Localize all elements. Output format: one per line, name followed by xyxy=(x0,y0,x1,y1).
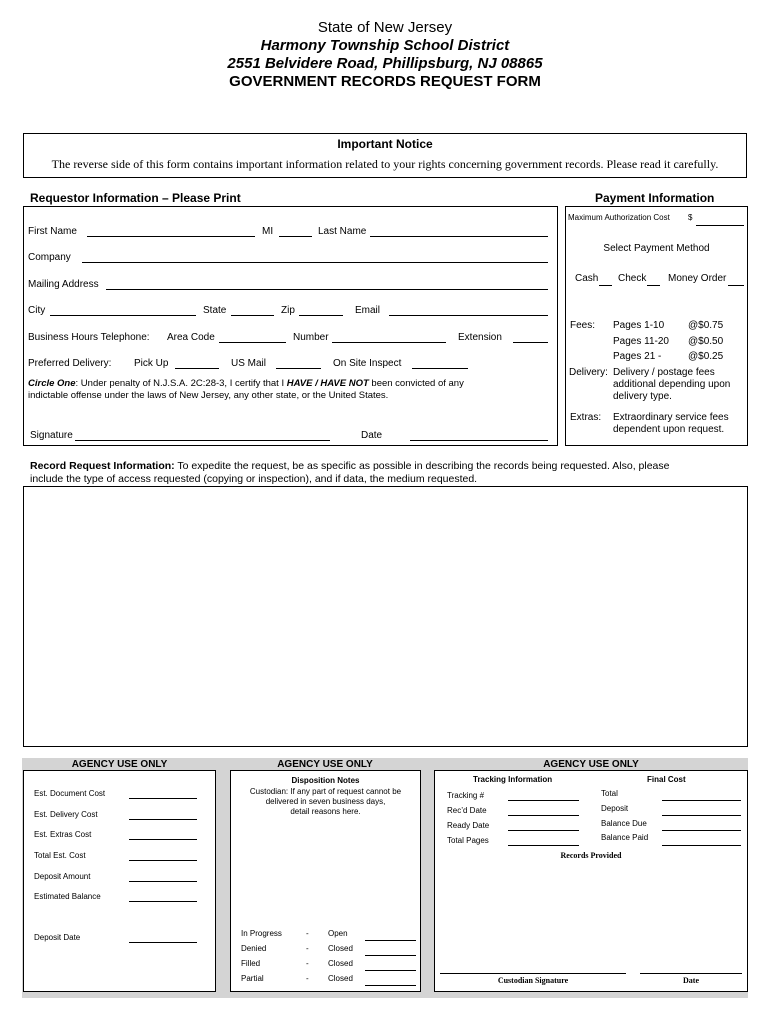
extras-label: Extras: xyxy=(570,412,602,423)
status-field[interactable] xyxy=(365,985,416,986)
form-district-title: Harmony Township School District xyxy=(260,37,510,54)
certification-line-1 xyxy=(28,378,464,389)
certification-text-b: been convicted of any xyxy=(371,378,464,389)
area-code-label: Area Code xyxy=(167,332,215,343)
extras-text-2: dependent upon request. xyxy=(613,424,725,435)
est-delivery-cost-field[interactable] xyxy=(129,819,197,820)
custodian-signature-label: Custodian Signature xyxy=(497,976,569,985)
signature-field[interactable] xyxy=(75,440,330,441)
check-label: Check xyxy=(618,273,647,284)
email-label: Email xyxy=(355,305,381,316)
agency-heading-1: AGENCY USE ONLY xyxy=(71,759,168,770)
tracking-number-field[interactable] xyxy=(508,800,579,801)
agency-tracking-box xyxy=(434,770,748,992)
status-state: Closed xyxy=(328,974,353,983)
status-label: Filled xyxy=(241,959,261,968)
estimated-balance-field[interactable] xyxy=(129,901,197,902)
disposition-text-3: detail reasons here. xyxy=(290,807,361,816)
status-dash: - xyxy=(306,929,309,938)
first-name-field[interactable] xyxy=(87,236,255,237)
balance-due-label: Balance Due xyxy=(601,819,647,828)
mi-field[interactable] xyxy=(279,236,312,237)
est-extras-cost-field[interactable] xyxy=(129,839,197,840)
fee-pages-21: Pages 21 - xyxy=(613,351,662,362)
extras-text-1: Extraordinary service fees xyxy=(613,412,729,423)
ready-date-label: Ready Date xyxy=(447,821,490,830)
option-slash: / xyxy=(315,378,318,389)
on-site-inspect-field[interactable] xyxy=(412,368,468,369)
cash-label: Cash xyxy=(575,273,599,284)
check-field[interactable] xyxy=(647,285,660,286)
est-document-cost-label: Est. Document Cost xyxy=(34,789,106,798)
company-field[interactable] xyxy=(82,262,548,263)
disposition-text-1: Custodian: If any part of request cannot be xyxy=(249,787,402,796)
balance-due-field[interactable] xyxy=(662,830,741,831)
money-order-label: Money Order xyxy=(668,273,727,284)
est-delivery-cost-label: Est. Delivery Cost xyxy=(34,810,98,819)
city-field[interactable] xyxy=(50,315,196,316)
number-label: Number xyxy=(293,332,329,343)
agency-heading-2: AGENCY USE ONLY xyxy=(277,759,373,770)
status-label: Partial xyxy=(241,974,264,983)
requestor-heading: Requestor Information – Please Print xyxy=(30,191,241,205)
balance-paid-label: Balance Paid xyxy=(601,833,649,842)
dollar-sign: $ xyxy=(688,213,693,222)
certification-line-2: indictable offense under the laws of New Jersey, any other state, or the United States. xyxy=(28,390,389,401)
cash-field[interactable] xyxy=(599,285,612,286)
delivery-fee-text-2: additional depending upon xyxy=(613,379,731,390)
zip-label: Zip xyxy=(281,305,295,316)
final-deposit-field[interactable] xyxy=(662,815,741,816)
form-state-title: State of New Jersey xyxy=(317,19,453,36)
requestor-box xyxy=(23,206,558,446)
custodian-signature-field[interactable] xyxy=(440,973,626,974)
email-field[interactable] xyxy=(389,315,548,316)
balance-paid-field[interactable] xyxy=(662,845,741,846)
preferred-delivery-label: Preferred Delivery: xyxy=(28,358,112,369)
deposit-amount-field[interactable] xyxy=(129,881,197,882)
final-cost-title: Final Cost xyxy=(647,775,686,784)
deposit-date-field[interactable] xyxy=(129,942,197,943)
status-field[interactable] xyxy=(365,970,416,971)
fee-rate-3: @$0.25 xyxy=(688,351,724,362)
status-field[interactable] xyxy=(365,955,416,956)
signature-label: Signature xyxy=(30,430,73,441)
tracking-number-label: Tracking # xyxy=(447,791,485,800)
deposit-amount-label: Deposit Amount xyxy=(34,872,91,881)
disposition-title: Disposition Notes xyxy=(291,776,360,785)
final-total-field[interactable] xyxy=(662,800,741,801)
payment-heading: Payment Information xyxy=(595,191,715,205)
business-phone-label: Business Hours Telephone: xyxy=(28,332,150,343)
pick-up-field[interactable] xyxy=(175,368,219,369)
fee-rate-1: @$0.75 xyxy=(688,320,724,331)
last-name-label: Last Name xyxy=(318,226,367,237)
have-option[interactable]: HAVE xyxy=(286,378,313,389)
status-dash: - xyxy=(306,974,309,983)
certification-text-a: : Under penalty of N.J.S.A. 2C:28-3, I certify that I xyxy=(75,378,285,389)
fees-label: Fees: xyxy=(570,320,596,331)
have-not-option[interactable]: HAVE NOT xyxy=(320,378,369,389)
number-field[interactable] xyxy=(332,342,446,343)
estimated-balance-label: Estimated Balance xyxy=(34,892,101,901)
extension-field[interactable] xyxy=(513,342,548,343)
record-request-text-1: To expedite the request, be as specific as possible in describing the records being requested. Also, please xyxy=(177,460,670,472)
mailing-address-label: Mailing Address xyxy=(28,279,99,290)
delivery-fee-text-1: Delivery / postage fees xyxy=(613,367,715,378)
tracking-title: Tracking Information xyxy=(473,775,553,784)
custodian-date-label: Date xyxy=(683,976,699,985)
form-title: GOVERNMENT RECORDS REQUEST FORM xyxy=(229,73,541,90)
important-notice-text: The reverse side of this form contains important information related to your rights concerning government records. Please read it carefully. xyxy=(51,157,719,171)
deposit-date-label: Deposit Date xyxy=(34,933,81,942)
select-payment-method-label: Select Payment Method xyxy=(603,243,710,254)
us-mail-field[interactable] xyxy=(276,368,321,369)
final-deposit-label: Deposit xyxy=(601,804,629,813)
extension-label: Extension xyxy=(458,332,502,343)
money-order-field[interactable] xyxy=(728,285,744,286)
delivery-fee-label: Delivery: xyxy=(569,367,608,378)
record-request-line-2: include the type of access requested (copying or inspection), and if data, the medium requested. xyxy=(30,473,478,485)
status-state: Open xyxy=(328,929,348,938)
mi-label: MI xyxy=(262,226,274,237)
agency-heading-3: AGENCY USE ONLY xyxy=(543,759,639,770)
mailing-address-field[interactable] xyxy=(106,289,548,290)
form-address: 2551 Belvidere Road, Phillipsburg, NJ 08865 xyxy=(227,55,543,72)
record-request-label: Record Request Information: xyxy=(30,460,175,472)
important-notice-title: Important Notice xyxy=(337,137,433,151)
date-label: Date xyxy=(361,430,383,441)
state-label: State xyxy=(203,305,227,316)
status-label: In Progress xyxy=(241,929,282,938)
fee-rate-2: @$0.50 xyxy=(688,336,724,347)
us-mail-label: US Mail xyxy=(231,358,267,369)
recd-date-label: Rec’d Date xyxy=(447,806,487,815)
first-name-label: First Name xyxy=(28,226,77,237)
status-state: Closed xyxy=(328,944,353,953)
total-pages-field[interactable] xyxy=(508,845,579,846)
record-request-line-1 xyxy=(30,460,669,472)
city-label: City xyxy=(28,305,46,316)
state-field[interactable] xyxy=(231,315,274,316)
circle-one-label: Circle One xyxy=(28,378,76,389)
max-auth-field[interactable] xyxy=(696,225,744,226)
records-provided-label: Records Provided xyxy=(560,851,622,860)
status-dash: - xyxy=(306,944,309,953)
date-field[interactable] xyxy=(410,440,548,441)
est-document-cost-field[interactable] xyxy=(129,798,197,799)
total-pages-label: Total Pages xyxy=(447,836,489,845)
total-est-cost-label: Total Est. Cost xyxy=(34,851,86,860)
area-code-field[interactable] xyxy=(219,342,286,343)
record-request-textarea[interactable] xyxy=(23,486,748,747)
last-name-field[interactable] xyxy=(370,236,548,237)
total-est-cost-field[interactable] xyxy=(129,860,197,861)
max-auth-label: Maximum Authorization Cost xyxy=(568,213,670,222)
recd-date-field[interactable] xyxy=(508,815,579,816)
company-label: Company xyxy=(28,252,71,263)
on-site-inspect-label: On Site Inspect xyxy=(333,358,402,369)
status-state: Closed xyxy=(328,959,353,968)
delivery-fee-text-3: delivery type. xyxy=(613,391,672,402)
disposition-text-2: delivered in seven business days, xyxy=(265,797,386,806)
pick-up-label: Pick Up xyxy=(134,358,169,369)
status-field[interactable] xyxy=(365,940,416,941)
status-label: Denied xyxy=(241,944,267,953)
ready-date-field[interactable] xyxy=(508,830,579,831)
est-extras-cost-label: Est. Extras Cost xyxy=(34,830,92,839)
custodian-date-field[interactable] xyxy=(640,973,742,974)
zip-field[interactable] xyxy=(299,315,343,316)
final-total-label: Total xyxy=(601,789,618,798)
fee-pages-11-20: Pages 11-20 xyxy=(613,336,669,347)
status-dash: - xyxy=(306,959,309,968)
fee-pages-1-10: Pages 1-10 xyxy=(613,320,665,331)
